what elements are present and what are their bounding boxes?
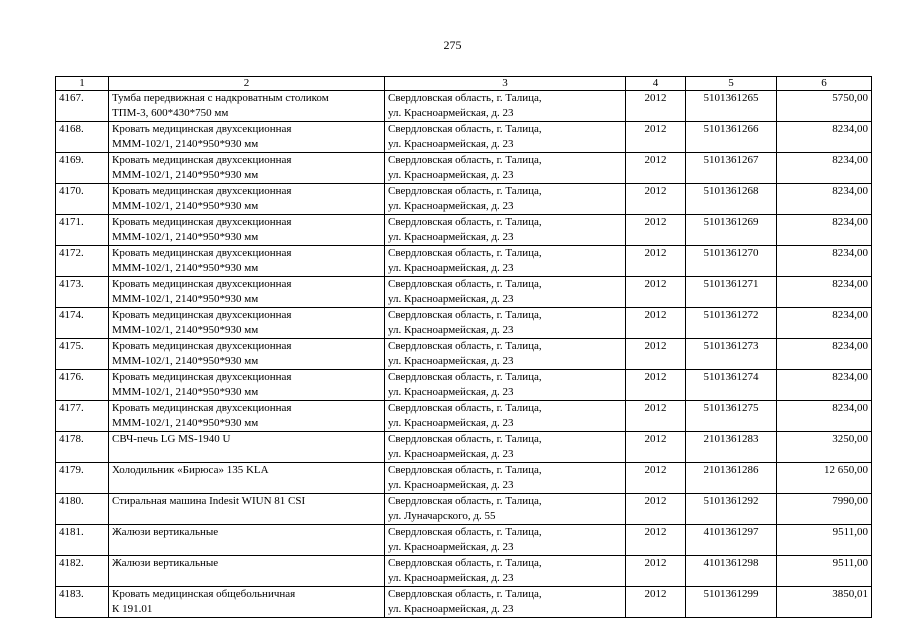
item-price-line: 5750,00 <box>832 92 868 104</box>
inventory-number <box>686 215 777 246</box>
item-year-line: 2012 <box>644 154 667 166</box>
inventory-number-line: 2101361286 <box>703 464 759 476</box>
item-name <box>109 494 385 525</box>
item-year <box>626 184 686 215</box>
item-year-line: 2012 <box>644 588 667 600</box>
item-address-line: Свердловская область, г. Талица, <box>388 247 542 259</box>
inventory-number <box>686 246 777 277</box>
item-year <box>626 91 686 122</box>
item-year <box>626 215 686 246</box>
item-address-line: Свердловская область, г. Талица, <box>388 526 542 538</box>
item-name-line: Кровать медицинская двухсекционная <box>112 402 292 414</box>
item-price-line: 3850,01 <box>832 588 868 600</box>
item-address-line: ул. Красноармейская, д. 23 <box>388 572 514 584</box>
item-name-line: Кровать медицинская двухсекционная <box>112 123 292 135</box>
item-name-line: СВЧ-печь LG MS-1940 U <box>112 433 231 445</box>
item-address-line: ул. Красноармейская, д. 23 <box>388 448 514 460</box>
item-year-line: 2012 <box>644 278 667 290</box>
item-address <box>385 277 626 308</box>
item-price <box>777 91 872 122</box>
item-name <box>109 556 385 587</box>
row-number-line: 4171. <box>59 216 84 228</box>
item-name-line: Кровать медицинская двухсекционная <box>112 185 292 197</box>
inventory-number <box>686 463 777 494</box>
item-address <box>385 308 626 339</box>
item-year <box>626 525 686 556</box>
header-row <box>56 77 872 91</box>
item-year <box>626 277 686 308</box>
item-address-line: ул. Красноармейская, д. 23 <box>388 417 514 429</box>
item-name-line: Холодильник «Бирюса» 135 KLA <box>112 464 269 476</box>
header-col-6: 6 <box>777 77 872 91</box>
item-address-line: Свердловская область, г. Талица, <box>388 371 542 383</box>
item-price-line: 8234,00 <box>832 185 868 197</box>
item-address-line: Свердловская область, г. Талица, <box>388 123 542 135</box>
item-address-line: Свердловская область, г. Талица, <box>388 464 542 476</box>
row-number-line: 4175. <box>59 340 84 352</box>
inventory-number <box>686 370 777 401</box>
row-number-line: 4176. <box>59 371 84 383</box>
item-name-line: ТПМ-3, 600*430*750 мм <box>112 107 229 119</box>
item-name <box>109 277 385 308</box>
item-address-line: ул. Красноармейская, д. 23 <box>388 386 514 398</box>
item-year <box>626 153 686 184</box>
item-address-line: ул. Красноармейская, д. 23 <box>388 541 514 553</box>
item-address-line: ул. Красноармейская, д. 23 <box>388 603 514 615</box>
row-number-line: 4173. <box>59 278 84 290</box>
item-address-line: Свердловская область, г. Талица, <box>388 588 542 600</box>
row-number <box>56 587 109 618</box>
inventory-number <box>686 432 777 463</box>
item-price-line: 8234,00 <box>832 154 868 166</box>
item-name-line <box>112 571 381 586</box>
table-row <box>56 587 872 618</box>
item-name-line: ММM-102/1, 2140*950*930 мм <box>112 138 259 150</box>
item-year <box>626 308 686 339</box>
inventory-number <box>686 339 777 370</box>
item-name-line: Кровать медицинская общебольничная <box>112 588 296 600</box>
item-address <box>385 556 626 587</box>
item-address <box>385 246 626 277</box>
item-address <box>385 153 626 184</box>
header-col-1: 1 <box>56 77 109 91</box>
item-year-line: 2012 <box>644 185 667 197</box>
item-year-line: 2012 <box>644 371 667 383</box>
item-address-line: ул. Красноармейская, д. 23 <box>388 324 514 336</box>
table-row <box>56 401 872 432</box>
item-price <box>777 525 872 556</box>
inventory-number-line: 4101361298 <box>703 557 759 569</box>
item-year <box>626 463 686 494</box>
item-year <box>626 401 686 432</box>
item-price <box>777 339 872 370</box>
row-number <box>56 432 109 463</box>
header-col-2: 2 <box>109 77 385 91</box>
item-address-line: Свердловская область, г. Талица, <box>388 433 542 445</box>
item-year <box>626 370 686 401</box>
item-name <box>109 432 385 463</box>
row-number <box>56 339 109 370</box>
table-row <box>56 370 872 401</box>
item-name-line: ММM-102/1, 2140*950*930 мм <box>112 200 259 212</box>
item-address <box>385 463 626 494</box>
item-price-line: 8234,00 <box>832 309 868 321</box>
table-row <box>56 463 872 494</box>
table-row <box>56 525 872 556</box>
item-address-line: Свердловская область, г. Талица, <box>388 278 542 290</box>
table-row <box>56 153 872 184</box>
inventory-number <box>686 122 777 153</box>
row-number <box>56 215 109 246</box>
page-number: 275 <box>443 38 462 52</box>
item-name-line: Жалюзи вертикальные <box>112 526 219 538</box>
inventory-number-line: 5101361265 <box>703 92 759 104</box>
table-header <box>56 77 872 91</box>
item-address <box>385 432 626 463</box>
item-price-line: 8234,00 <box>832 123 868 135</box>
row-number-line: 4169. <box>59 154 84 166</box>
item-address-line: Свердловская область, г. Талица, <box>388 92 542 104</box>
item-address <box>385 184 626 215</box>
item-name-line: Стиральная машина Indesit WIUN 81 CSI <box>112 495 306 507</box>
table-row <box>56 432 872 463</box>
item-price <box>777 463 872 494</box>
row-number-line: 4180. <box>59 495 84 507</box>
row-number <box>56 246 109 277</box>
header-col-3: 3 <box>385 77 626 91</box>
item-name <box>109 370 385 401</box>
item-price <box>777 246 872 277</box>
item-year-line: 2012 <box>644 309 667 321</box>
item-address-line: ул. Красноармейская, д. 23 <box>388 479 514 491</box>
row-number <box>56 556 109 587</box>
item-year <box>626 587 686 618</box>
item-address-line: ул. Красноармейская, д. 23 <box>388 200 514 212</box>
item-name-line: ММM-102/1, 2140*950*930 мм <box>112 262 259 274</box>
item-price-line: 9511,00 <box>832 526 868 538</box>
table-row <box>56 91 872 122</box>
item-address-line: ул. Красноармейская, д. 23 <box>388 231 514 243</box>
row-number <box>56 525 109 556</box>
inventory-number-line: 5101361271 <box>703 278 759 290</box>
row-number <box>56 153 109 184</box>
item-address <box>385 494 626 525</box>
item-price <box>777 215 872 246</box>
inventory-table <box>55 76 872 618</box>
item-price-line: 9511,00 <box>832 557 868 569</box>
item-name-line: Жалюзи вертикальные <box>112 557 219 569</box>
inventory-number-line: 5101361272 <box>703 309 759 321</box>
item-price-line: 8234,00 <box>832 340 868 352</box>
item-name-line: Кровать медицинская двухсекционная <box>112 216 292 228</box>
item-year <box>626 556 686 587</box>
row-number <box>56 277 109 308</box>
item-name <box>109 339 385 370</box>
item-price <box>777 153 872 184</box>
inventory-number <box>686 308 777 339</box>
row-number-line: 4179. <box>59 464 84 476</box>
item-year-line: 2012 <box>644 123 667 135</box>
item-address-line: Свердловская область, г. Талица, <box>388 154 542 166</box>
item-name-line: Кровать медицинская двухсекционная <box>112 340 292 352</box>
item-name-line: Кровать медицинская двухсекционная <box>112 154 292 166</box>
item-price-line: 7990,00 <box>832 495 868 507</box>
item-address-line: ул. Луначарского, д. 55 <box>388 510 496 522</box>
item-year <box>626 494 686 525</box>
item-name <box>109 587 385 618</box>
item-price <box>777 432 872 463</box>
inventory-number <box>686 556 777 587</box>
table-row <box>56 339 872 370</box>
inventory-number <box>686 153 777 184</box>
item-price <box>777 494 872 525</box>
item-name <box>109 215 385 246</box>
row-number <box>56 122 109 153</box>
item-price-line: 8234,00 <box>832 278 868 290</box>
row-number-line: 4172. <box>59 247 84 259</box>
item-year <box>626 122 686 153</box>
item-address <box>385 215 626 246</box>
row-number-line: 4182. <box>59 557 84 569</box>
item-year <box>626 432 686 463</box>
item-address-line: ул. Красноармейская, д. 23 <box>388 138 514 150</box>
table-row <box>56 184 872 215</box>
item-address <box>385 370 626 401</box>
inventory-number <box>686 401 777 432</box>
item-name <box>109 153 385 184</box>
header-col-4: 4 <box>626 77 686 91</box>
table-row <box>56 246 872 277</box>
item-name-line: Кровать медицинская двухсекционная <box>112 247 292 259</box>
item-price <box>777 122 872 153</box>
row-number-line: 4168. <box>59 123 84 135</box>
inventory-number-line: 5101361268 <box>703 185 759 197</box>
item-year-line: 2012 <box>644 433 667 445</box>
item-price-line: 3250,00 <box>832 433 868 445</box>
header-col-5: 5 <box>686 77 777 91</box>
item-name-line: Тумба передвижная с надкроватным столиком <box>112 92 329 104</box>
item-name-line <box>112 478 381 493</box>
inventory-number <box>686 587 777 618</box>
table-row <box>56 494 872 525</box>
item-name <box>109 91 385 122</box>
item-year-line: 2012 <box>644 526 667 538</box>
row-number <box>56 463 109 494</box>
item-year-line: 2012 <box>644 495 667 507</box>
item-year-line: 2012 <box>644 92 667 104</box>
inventory-number <box>686 525 777 556</box>
item-price <box>777 277 872 308</box>
item-address <box>385 122 626 153</box>
item-address-line: ул. Красноармейская, д. 23 <box>388 293 514 305</box>
item-address-line: ул. Красноармейская, д. 23 <box>388 262 514 274</box>
row-number-line: 4177. <box>59 402 84 414</box>
item-price-line: 8234,00 <box>832 247 868 259</box>
item-address-line: Свердловская область, г. Талица, <box>388 340 542 352</box>
inventory-number-line: 5101361275 <box>703 402 759 414</box>
item-name-line: ММM-102/1, 2140*950*930 мм <box>112 169 259 181</box>
item-name-line: ММM-102/1, 2140*950*930 мм <box>112 355 259 367</box>
inventory-number <box>686 91 777 122</box>
row-number-line: 4170. <box>59 185 84 197</box>
row-number-line: 4174. <box>59 309 84 321</box>
item-address-line: Свердловская область, г. Талица, <box>388 557 542 569</box>
item-address <box>385 525 626 556</box>
item-price-line: 8234,00 <box>832 216 868 228</box>
inventory-number-line: 5101361270 <box>703 247 759 259</box>
item-name <box>109 525 385 556</box>
item-name <box>109 184 385 215</box>
inventory-number-line: 5101361266 <box>703 123 759 135</box>
item-name <box>109 308 385 339</box>
item-year-line: 2012 <box>644 557 667 569</box>
item-address <box>385 401 626 432</box>
table-row <box>56 122 872 153</box>
row-number <box>56 308 109 339</box>
item-name-line: ММM-102/1, 2140*950*930 мм <box>112 417 259 429</box>
item-address <box>385 91 626 122</box>
inventory-number <box>686 184 777 215</box>
item-price <box>777 556 872 587</box>
row-number-line: 4178. <box>59 433 84 445</box>
item-name-line: ММM-102/1, 2140*950*930 мм <box>112 231 259 243</box>
item-name-line: ММM-102/1, 2140*950*930 мм <box>112 386 259 398</box>
row-number <box>56 494 109 525</box>
item-year-line: 2012 <box>644 402 667 414</box>
item-name-line: К 191.01 <box>112 603 153 615</box>
item-price-line: 12 650,00 <box>824 464 868 476</box>
item-address-line: Свердловская область, г. Талица, <box>388 402 542 414</box>
item-address-line: Свердловская область, г. Талица, <box>388 309 542 321</box>
item-year-line: 2012 <box>644 340 667 352</box>
item-price <box>777 370 872 401</box>
inventory-number <box>686 494 777 525</box>
item-price <box>777 587 872 618</box>
inventory-number-line: 5101361267 <box>703 154 759 166</box>
item-address-line: ул. Красноармейская, д. 23 <box>388 169 514 181</box>
item-name-line: ММM-102/1, 2140*950*930 мм <box>112 324 259 336</box>
item-price-line: 8234,00 <box>832 371 868 383</box>
item-price-line: 8234,00 <box>832 402 868 414</box>
item-address-line: Свердловская область, г. Талица, <box>388 185 542 197</box>
item-year <box>626 339 686 370</box>
inventory-number-line: 5101361269 <box>703 216 759 228</box>
item-price <box>777 308 872 339</box>
item-name-line <box>112 509 381 524</box>
table-row <box>56 277 872 308</box>
item-name <box>109 246 385 277</box>
item-name <box>109 463 385 494</box>
table-row <box>56 308 872 339</box>
item-name-line: Кровать медицинская двухсекционная <box>112 309 292 321</box>
inventory-number-line: 4101361297 <box>703 526 759 538</box>
item-name-line <box>112 447 381 462</box>
item-year-line: 2012 <box>644 247 667 259</box>
item-name-line: Кровать медицинская двухсекционная <box>112 371 292 383</box>
inventory-number-line: 5101361292 <box>703 495 759 507</box>
item-price <box>777 401 872 432</box>
row-number-line: 4167. <box>59 92 84 104</box>
inventory-number-line: 2101361283 <box>703 433 759 445</box>
inventory-number-line: 5101361273 <box>703 340 759 352</box>
item-address-line: Свердловская область, г. Талица, <box>388 216 542 228</box>
row-number <box>56 184 109 215</box>
row-number-line: 4181. <box>59 526 84 538</box>
inventory-number <box>686 277 777 308</box>
item-name <box>109 122 385 153</box>
row-number <box>56 370 109 401</box>
inventory-number-line: 5101361299 <box>703 588 759 600</box>
item-year-line: 2012 <box>644 216 667 228</box>
table-row <box>56 215 872 246</box>
item-year-line: 2012 <box>644 464 667 476</box>
item-year <box>626 246 686 277</box>
item-name <box>109 401 385 432</box>
inventory-number-line: 5101361274 <box>703 371 759 383</box>
item-address <box>385 587 626 618</box>
item-name-line: ММM-102/1, 2140*950*930 мм <box>112 293 259 305</box>
item-address <box>385 339 626 370</box>
item-name-line: Кровать медицинская двухсекционная <box>112 278 292 290</box>
table-body <box>56 91 872 618</box>
row-number-line: 4183. <box>59 588 84 600</box>
item-price <box>777 184 872 215</box>
item-name-line <box>112 540 381 555</box>
item-address-line: ул. Красноармейская, д. 23 <box>388 107 514 119</box>
item-address-line: ул. Красноармейская, д. 23 <box>388 355 514 367</box>
table-row <box>56 556 872 587</box>
item-address-line: Свердловская область, г. Талица, <box>388 495 542 507</box>
row-number <box>56 401 109 432</box>
row-number <box>56 91 109 122</box>
